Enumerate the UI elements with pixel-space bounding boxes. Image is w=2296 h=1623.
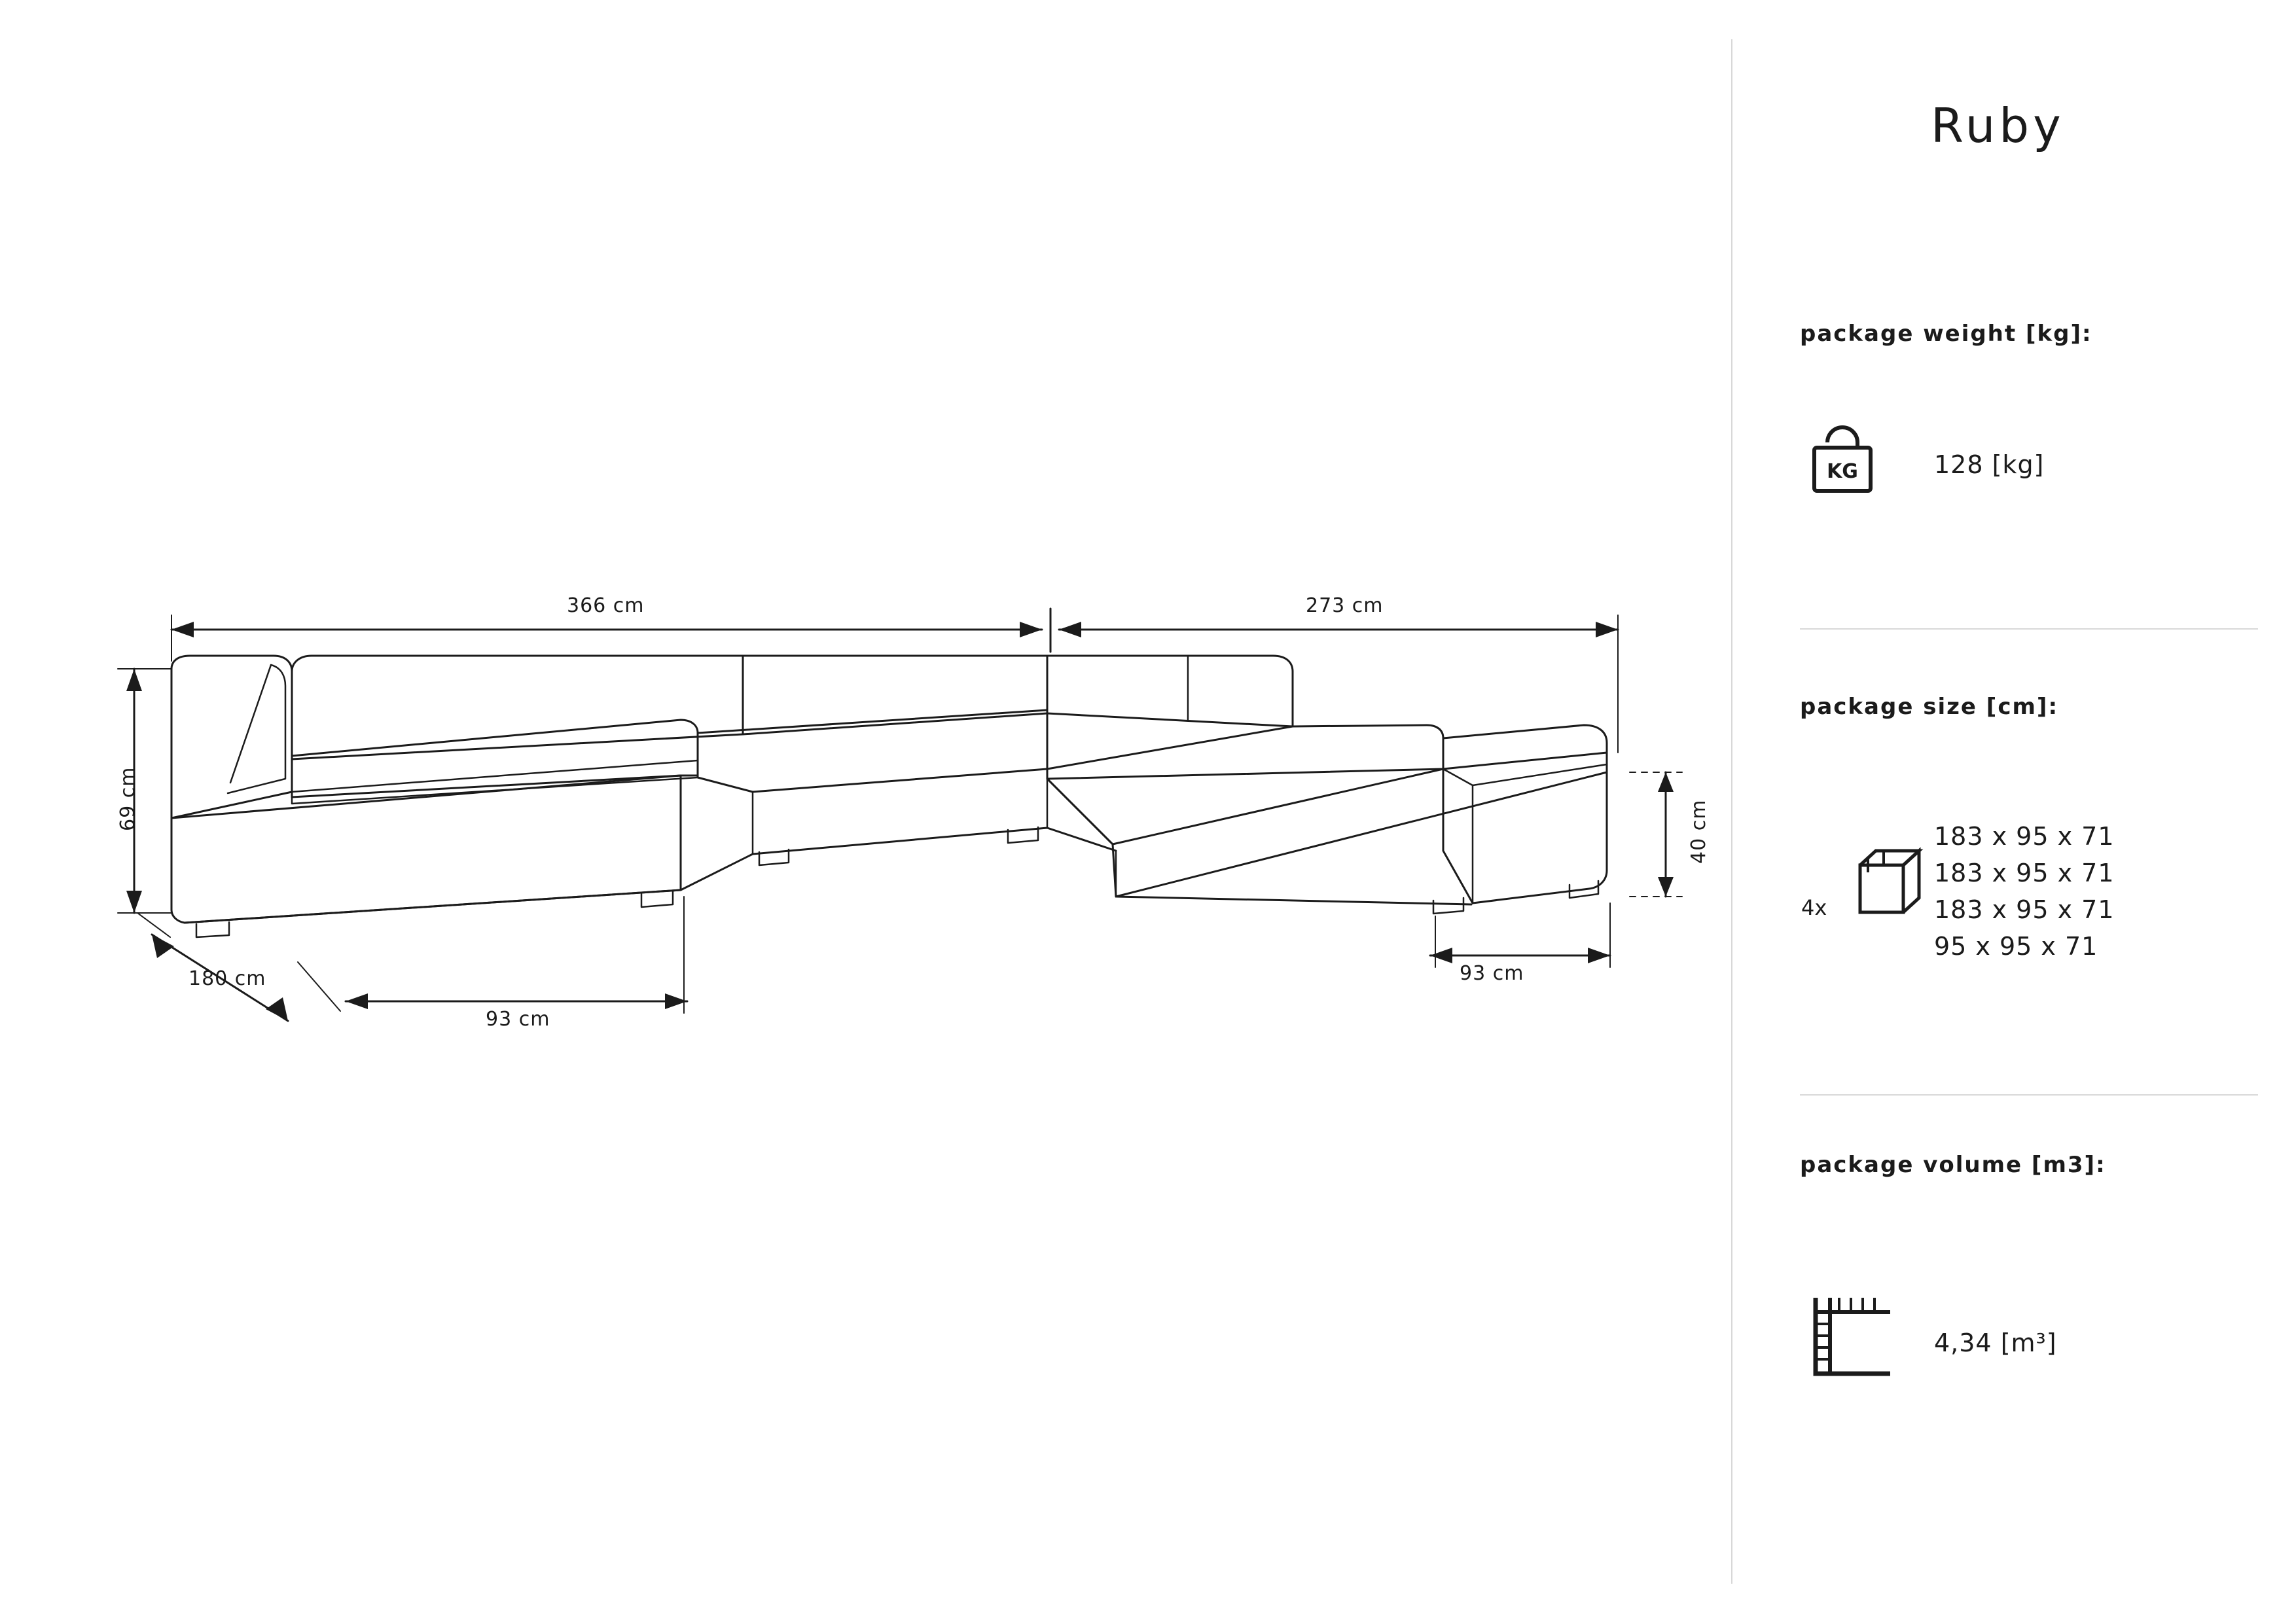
dim-label-69: 69 cm <box>117 766 139 831</box>
sofa-left-back <box>171 656 292 818</box>
ruler-icon <box>1806 1286 1898 1384</box>
dim-label-93-left: 93 cm <box>486 1008 550 1031</box>
package-quantity: 4x <box>1801 895 1827 920</box>
dim-label-40: 40 cm <box>1687 799 1710 864</box>
section-label-size: package size [cm]: <box>1800 694 2059 720</box>
sofa-back-corner <box>1047 656 1293 726</box>
section-divider-1 <box>1800 628 2258 630</box>
package-volume-value: 4,34 [m³] <box>1934 1329 2057 1357</box>
sofa-foot <box>641 891 673 907</box>
sofa-foot <box>1433 898 1463 914</box>
section-label-weight: package weight [kg]: <box>1800 321 2092 347</box>
box-icon <box>1847 839 1926 924</box>
dim-label-93-right: 93 cm <box>1460 962 1524 985</box>
sofa-base-right-chaise-top <box>1047 753 1607 897</box>
sofa-left-seat-base <box>171 776 681 923</box>
package-size-line: 183 x 95 x 71 <box>1934 895 2115 924</box>
sofa-left-seat-cushion <box>292 720 698 797</box>
section-divider-2 <box>1800 1094 2258 1096</box>
package-size-values <box>1934 818 2115 965</box>
sofa-back-middle <box>743 656 1047 734</box>
dim-label-180: 180 cm <box>188 967 266 990</box>
info-panel <box>1767 0 2265 1623</box>
sofa-seat-right-chaise <box>1047 725 1443 844</box>
package-size-line: 183 x 95 x 71 <box>1934 822 2115 851</box>
page-title: Ruby <box>1931 98 2065 153</box>
sofa-seat-middle <box>698 710 1047 792</box>
sofa-right-arm <box>1443 725 1607 903</box>
bag-kg-icon <box>1806 419 1878 497</box>
package-size-line: 183 x 95 x 71 <box>1934 859 2115 887</box>
section-label-volume: package volume [m3]: <box>1800 1152 2106 1178</box>
svg-text:KG: KG <box>1827 460 1858 483</box>
panel-divider <box>1731 39 1732 1584</box>
dim-label-366: 366 cm <box>567 594 645 617</box>
package-size-line: 95 x 95 x 71 <box>1934 932 2098 961</box>
sofa-back-left-run <box>292 656 743 759</box>
sofa-foot <box>196 922 229 937</box>
package-weight-value: 128 [kg] <box>1934 450 2045 479</box>
dim-label-273: 273 cm <box>1306 594 1384 617</box>
